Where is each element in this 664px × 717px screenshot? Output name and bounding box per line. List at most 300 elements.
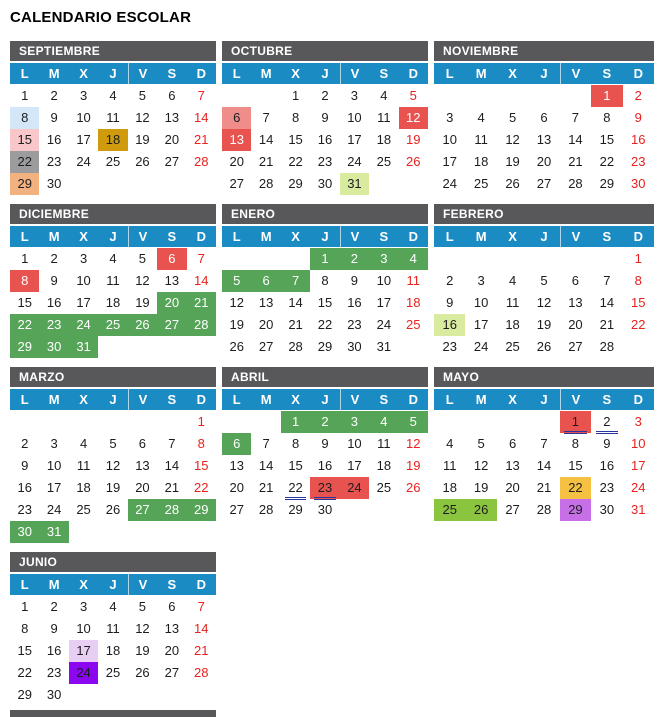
abril-day-29: 29 <box>288 502 303 517</box>
weekday-label-v: V <box>560 389 591 410</box>
septiembre-day-1: 1 <box>21 88 29 103</box>
weekday-label-j: J <box>109 229 117 244</box>
febrero-day-24: 24 <box>473 339 489 354</box>
abril-day-11: 11 <box>377 436 391 451</box>
mayo-day-13: 13 <box>505 458 520 473</box>
enero-day-10: 10 <box>376 273 392 288</box>
febrero-day-11: 11 <box>505 295 520 310</box>
junio-day-10: 10 <box>76 621 91 636</box>
septiembre-day-22: 22 <box>10 151 39 173</box>
weekday-label-l: L <box>20 66 29 81</box>
marzo-day-4: 4 <box>79 436 88 451</box>
octubre-day-20: 20 <box>229 154 244 169</box>
mayo-day-16: 16 <box>599 458 615 473</box>
diciembre-day-12: 12 <box>135 273 150 288</box>
weekday-label-m: M <box>260 229 272 244</box>
abril-day-3: 3 <box>340 411 369 433</box>
weekday-label-v: V <box>340 389 369 410</box>
abril-day-24: 24 <box>340 477 369 499</box>
febrero-day-21: 21 <box>599 317 615 332</box>
septiembre-day-16: 16 <box>46 132 62 147</box>
noviembre-day-4: 4 <box>477 110 485 125</box>
dates-grid <box>434 248 654 358</box>
diciembre-day-22: 22 <box>10 314 39 336</box>
noviembre-day-7: 7 <box>571 110 580 125</box>
febrero-day-16: 16 <box>434 314 465 336</box>
weekday-header-row <box>222 389 428 410</box>
empty-cell <box>98 411 127 433</box>
febrero-day-20: 20 <box>568 317 583 332</box>
mayo-day-12: 12 <box>473 458 489 473</box>
septiembre-day-26: 26 <box>135 154 150 169</box>
empty-cell <box>465 85 496 107</box>
weekday-label-x: X <box>508 66 517 81</box>
septiembre-day-27: 27 <box>164 154 180 169</box>
diciembre-day-17: 17 <box>76 295 91 310</box>
mayo-day-19: 19 <box>473 480 489 495</box>
febrero-day-17: 17 <box>473 317 489 332</box>
enero-day-19: 19 <box>229 317 244 332</box>
diciembre-day-10: 10 <box>76 273 91 288</box>
marzo-day-1: 1 <box>197 414 205 429</box>
mayo-day-31: 31 <box>631 502 646 517</box>
abril-day-30: 30 <box>317 502 333 517</box>
weekday-header-row <box>10 389 216 410</box>
empty-cell <box>128 411 157 433</box>
weekday-label-x: X <box>291 229 300 244</box>
marzo-day-23: 23 <box>17 502 32 517</box>
enero-day-12: 12 <box>229 295 244 310</box>
empty-cell <box>528 411 559 433</box>
month-title: FEBRERO <box>434 204 654 224</box>
weekday-header-row <box>434 63 654 84</box>
octubre-day-21: 21 <box>258 154 274 169</box>
month-marzo <box>10 367 216 543</box>
enero-day-7: 7 <box>281 270 310 292</box>
weekday-label-l: L <box>232 392 241 407</box>
weekday-label-v: V <box>128 389 157 410</box>
weekday-label-x: X <box>79 66 88 81</box>
weekday-label-s: S <box>602 392 612 407</box>
diciembre-day-7: 7 <box>197 251 205 266</box>
month-title: MAYO <box>434 367 654 387</box>
octubre-day-13: 13 <box>222 129 251 151</box>
month-junio <box>10 552 216 717</box>
empty-cell <box>465 411 496 433</box>
enero-day-8: 8 <box>321 273 329 288</box>
enero-day-29: 29 <box>317 339 333 354</box>
abril-day-14: 14 <box>258 458 274 473</box>
febrero-day-2: 2 <box>446 273 454 288</box>
weekday-header-row <box>434 226 654 247</box>
septiembre-day-10: 10 <box>76 110 91 125</box>
febrero-day-22: 22 <box>631 317 646 332</box>
weekday-label-j: J <box>321 229 329 244</box>
octubre-day-9: 9 <box>321 110 329 125</box>
enero-day-11: 11 <box>406 273 421 288</box>
mayo-day-2: 2 <box>591 411 622 433</box>
mayo-day-30: 30 <box>599 502 615 517</box>
weekday-label-j: J <box>321 392 329 407</box>
septiembre-day-20: 20 <box>164 132 180 147</box>
month-diciembre <box>10 204 216 358</box>
empty-cell <box>465 248 496 270</box>
marzo-day-18: 18 <box>76 480 91 495</box>
enero-day-6: 6 <box>251 270 280 292</box>
diciembre-day-3: 3 <box>79 251 88 266</box>
mayo-day-6: 6 <box>508 436 517 451</box>
enero-day-26: 26 <box>229 339 244 354</box>
weekday-header-row <box>222 63 428 84</box>
enero-day-23: 23 <box>347 317 362 332</box>
weekday-label-s: S <box>167 577 177 592</box>
marzo-day-29: 29 <box>187 499 216 521</box>
septiembre-day-4: 4 <box>109 88 117 103</box>
marzo-day-19: 19 <box>105 480 121 495</box>
febrero-day-28: 28 <box>599 339 615 354</box>
octubre-day-29: 29 <box>288 176 303 191</box>
weekday-label-l: L <box>445 392 454 407</box>
abril-day-1: 1 <box>281 411 310 433</box>
febrero-day-8: 8 <box>634 273 642 288</box>
empty-cell <box>434 248 465 270</box>
enero-day-1: 1 <box>310 248 339 270</box>
weekday-label-d: D <box>633 392 643 407</box>
octubre-day-15: 15 <box>288 132 303 147</box>
marzo-day-11: 11 <box>76 458 91 473</box>
diciembre-day-26: 26 <box>128 314 157 336</box>
abril-day-2: 2 <box>310 411 339 433</box>
diciembre-day-8: 8 <box>10 270 39 292</box>
marzo-day-10: 10 <box>46 458 62 473</box>
abril-day-15: 15 <box>288 458 303 473</box>
empty-cell <box>10 411 39 433</box>
noviembre-day-27: 27 <box>536 176 552 191</box>
weekday-label-v: V <box>128 574 157 595</box>
marzo-day-20: 20 <box>135 480 150 495</box>
junio-day-19: 19 <box>135 643 150 658</box>
weekday-label-v: V <box>340 63 369 84</box>
month-title: SEPTIEMBRE <box>10 41 216 61</box>
febrero-day-13: 13 <box>568 295 583 310</box>
abril-day-21: 21 <box>258 480 274 495</box>
septiembre-day-21: 21 <box>194 132 209 147</box>
abril-day-10: 10 <box>347 436 362 451</box>
noviembre-day-21: 21 <box>568 154 583 169</box>
septiembre-day-6: 6 <box>168 88 176 103</box>
noviembre-day-23: 23 <box>631 154 646 169</box>
junio-day-28: 28 <box>194 665 209 680</box>
mayo-day-25: 25 <box>434 499 465 521</box>
febrero-day-19: 19 <box>536 317 552 332</box>
septiembre-day-28: 28 <box>194 154 209 169</box>
septiembre-day-24: 24 <box>76 154 91 169</box>
mayo-day-28: 28 <box>536 502 552 517</box>
empty-cell <box>497 248 528 270</box>
enero-day-27: 27 <box>258 339 274 354</box>
diciembre-day-5: 5 <box>138 251 147 266</box>
mayo-day-3: 3 <box>634 414 642 429</box>
octubre-day-1: 1 <box>291 88 300 103</box>
enero-day-17: 17 <box>376 295 392 310</box>
marzo-day-22: 22 <box>194 480 209 495</box>
junio-day-9: 9 <box>50 621 58 636</box>
mayo-day-27: 27 <box>505 502 520 517</box>
noviembre-day-8: 8 <box>603 110 611 125</box>
noviembre-day-18: 18 <box>473 154 489 169</box>
dates-grid <box>10 85 216 195</box>
noviembre-day-24: 24 <box>442 176 457 191</box>
abril-day-25: 25 <box>376 480 392 495</box>
septiembre-day-29: 29 <box>10 173 39 195</box>
empty-cell <box>497 85 528 107</box>
weekday-label-l: L <box>20 577 29 592</box>
abril-day-12: 12 <box>406 436 421 451</box>
marzo-day-12: 12 <box>105 458 121 473</box>
weekday-label-d: D <box>196 229 206 244</box>
junio-day-18: 18 <box>105 643 121 658</box>
noviembre-day-20: 20 <box>536 154 552 169</box>
noviembre-day-19: 19 <box>505 154 520 169</box>
weekday-label-l: L <box>445 229 454 244</box>
octubre-day-28: 28 <box>258 176 274 191</box>
empty-cell <box>251 248 280 270</box>
octubre-day-31: 31 <box>340 173 369 195</box>
junio-day-12: 12 <box>135 621 150 636</box>
noviembre-day-15: 15 <box>599 132 615 147</box>
weekday-label-v: V <box>560 63 591 84</box>
junio-day-30: 30 <box>46 687 62 702</box>
enero-day-16: 16 <box>347 295 362 310</box>
dates-grid <box>222 85 428 195</box>
weekday-label-j: J <box>109 392 117 407</box>
febrero-day-25: 25 <box>505 339 520 354</box>
dates-grid <box>434 85 654 195</box>
month-title: OCTUBRE <box>222 41 428 61</box>
noviembre-day-25: 25 <box>473 176 489 191</box>
abril-day-6: 6 <box>222 433 251 455</box>
marzo-day-13: 13 <box>135 458 150 473</box>
mayo-day-11: 11 <box>442 458 457 473</box>
mayo-day-4: 4 <box>446 436 454 451</box>
septiembre-day-18: 18 <box>98 129 127 151</box>
octubre-day-8: 8 <box>291 110 300 125</box>
enero-day-3: 3 <box>369 248 398 270</box>
weekday-label-s: S <box>602 229 612 244</box>
junio-day-3: 3 <box>79 599 88 614</box>
febrero-day-1: 1 <box>634 251 642 266</box>
mayo-day-9: 9 <box>603 436 611 451</box>
weekday-label-j: J <box>321 66 329 81</box>
abril-day-5: 5 <box>399 411 428 433</box>
marzo-day-25: 25 <box>76 502 91 517</box>
abril-day-22: 22 <box>281 477 310 499</box>
weekday-header-row <box>10 574 216 595</box>
weekday-label-x: X <box>79 392 88 407</box>
month-title: ENERO <box>222 204 428 224</box>
empty-cell <box>222 411 251 433</box>
octubre-day-16: 16 <box>317 132 333 147</box>
junio-day-11: 11 <box>106 621 120 636</box>
weekday-label-l: L <box>20 392 29 407</box>
abril-day-19: 19 <box>406 458 421 473</box>
septiembre-day-3: 3 <box>79 88 88 103</box>
diciembre-day-14: 14 <box>194 273 209 288</box>
weekday-label-d: D <box>633 229 643 244</box>
octubre-day-19: 19 <box>406 132 421 147</box>
weekday-header-row <box>10 63 216 84</box>
weekday-label-s: S <box>167 66 177 81</box>
abril-day-17: 17 <box>347 458 362 473</box>
septiembre-day-12: 12 <box>135 110 150 125</box>
empty-cell <box>497 411 528 433</box>
mayo-day-23: 23 <box>599 480 615 495</box>
diciembre-day-30: 30 <box>39 336 68 358</box>
enero-day-25: 25 <box>406 317 421 332</box>
mayo-day-10: 10 <box>631 436 646 451</box>
enero-day-9: 9 <box>350 273 359 288</box>
diciembre-day-23: 23 <box>39 314 68 336</box>
weekday-label-l: L <box>232 66 241 81</box>
marzo-day-6: 6 <box>138 436 147 451</box>
weekday-label-m: M <box>475 66 487 81</box>
septiembre-day-13: 13 <box>164 110 180 125</box>
empty-cell <box>560 248 591 270</box>
enero-day-30: 30 <box>347 339 362 354</box>
weekday-label-d: D <box>196 392 206 407</box>
weekday-label-x: X <box>79 229 88 244</box>
weekday-label-v: V <box>340 226 369 247</box>
noviembre-day-3: 3 <box>446 110 454 125</box>
marzo-day-17: 17 <box>46 480 62 495</box>
junio-day-4: 4 <box>109 599 117 614</box>
octubre-day-5: 5 <box>409 88 417 103</box>
febrero-day-18: 18 <box>505 317 520 332</box>
mayo-day-22: 22 <box>560 477 591 499</box>
diciembre-day-16: 16 <box>46 295 62 310</box>
junio-day-8: 8 <box>21 621 29 636</box>
marzo-day-21: 21 <box>164 480 180 495</box>
octubre-day-4: 4 <box>380 88 388 103</box>
calendar-grid <box>10 41 654 717</box>
noviembre-day-17: 17 <box>442 154 457 169</box>
month-enero <box>222 204 428 358</box>
weekday-label-m: M <box>475 229 487 244</box>
junio-day-15: 15 <box>17 643 32 658</box>
month-febrero <box>434 204 654 358</box>
junio-day-1: 1 <box>21 599 29 614</box>
empty-cell <box>222 248 251 270</box>
month-title: ABRIL <box>222 367 428 387</box>
weekday-label-x: X <box>291 66 300 81</box>
weekday-label-j: J <box>540 66 548 81</box>
septiembre-day-25: 25 <box>105 154 121 169</box>
weekday-label-s: S <box>379 229 389 244</box>
weekday-label-s: S <box>167 392 177 407</box>
septiembre-day-11: 11 <box>106 110 120 125</box>
month-title: NOVIEMBRE <box>434 41 654 61</box>
marzo-day-14: 14 <box>164 458 180 473</box>
diciembre-day-18: 18 <box>105 295 121 310</box>
empty-cell <box>281 248 310 270</box>
diciembre-day-31: 31 <box>69 336 98 358</box>
septiembre-day-8: 8 <box>10 107 39 129</box>
diciembre-day-19: 19 <box>135 295 150 310</box>
diciembre-day-13: 13 <box>164 273 180 288</box>
marzo-day-31: 31 <box>39 521 68 543</box>
junio-day-7: 7 <box>197 599 205 614</box>
febrero-day-7: 7 <box>603 273 611 288</box>
noviembre-day-13: 13 <box>536 132 552 147</box>
weekday-label-x: X <box>508 392 517 407</box>
enero-day-18: 18 <box>406 295 421 310</box>
enero-day-14: 14 <box>288 295 303 310</box>
noviembre-day-29: 29 <box>599 176 615 191</box>
mayo-day-17: 17 <box>631 458 646 473</box>
marzo-day-9: 9 <box>21 458 29 473</box>
marzo-day-7: 7 <box>168 436 176 451</box>
enero-day-2: 2 <box>340 248 369 270</box>
octubre-day-25: 25 <box>376 154 392 169</box>
enero-day-22: 22 <box>317 317 333 332</box>
octubre-day-24: 24 <box>347 154 362 169</box>
octubre-day-30: 30 <box>317 176 333 191</box>
febrero-day-23: 23 <box>442 339 457 354</box>
noviembre-day-26: 26 <box>505 176 520 191</box>
weekday-label-d: D <box>408 66 418 81</box>
weekday-label-m: M <box>48 66 60 81</box>
noviembre-day-30: 30 <box>631 176 646 191</box>
octubre-day-26: 26 <box>406 154 421 169</box>
junio-day-5: 5 <box>138 599 147 614</box>
mayo-day-24: 24 <box>631 480 646 495</box>
marzo-day-15: 15 <box>194 458 209 473</box>
octubre-day-12: 12 <box>399 107 428 129</box>
septiembre-day-23: 23 <box>46 154 62 169</box>
weekday-label-j: J <box>109 66 117 81</box>
diciembre-day-25: 25 <box>98 314 127 336</box>
empty-cell <box>560 85 591 107</box>
septiembre-day-5: 5 <box>138 88 147 103</box>
junio-day-29: 29 <box>17 687 32 702</box>
junio-day-20: 20 <box>164 643 180 658</box>
octubre-day-18: 18 <box>376 132 392 147</box>
octubre-day-27: 27 <box>229 176 244 191</box>
enero-day-21: 21 <box>288 317 303 332</box>
empty-cell <box>591 248 622 270</box>
febrero-day-12: 12 <box>536 295 552 310</box>
weekday-label-v: V <box>560 226 591 247</box>
noviembre-day-16: 16 <box>631 132 646 147</box>
weekday-header-row <box>222 226 428 247</box>
junio-day-13: 13 <box>164 621 180 636</box>
empty-cell <box>434 411 465 433</box>
empty-cell <box>39 411 68 433</box>
abril-day-13: 13 <box>229 458 244 473</box>
febrero-day-3: 3 <box>477 273 485 288</box>
febrero-day-14: 14 <box>599 295 615 310</box>
febrero-day-27: 27 <box>568 339 583 354</box>
month-septiembre <box>10 41 216 195</box>
abril-day-8: 8 <box>291 436 300 451</box>
weekday-label-s: S <box>379 66 389 81</box>
weekday-label-j: J <box>109 577 117 592</box>
diciembre-day-4: 4 <box>109 251 117 266</box>
noviembre-day-2: 2 <box>634 88 642 103</box>
marzo-day-3: 3 <box>50 436 58 451</box>
diciembre-day-6: 6 <box>157 248 186 270</box>
mayo-day-21: 21 <box>536 480 552 495</box>
